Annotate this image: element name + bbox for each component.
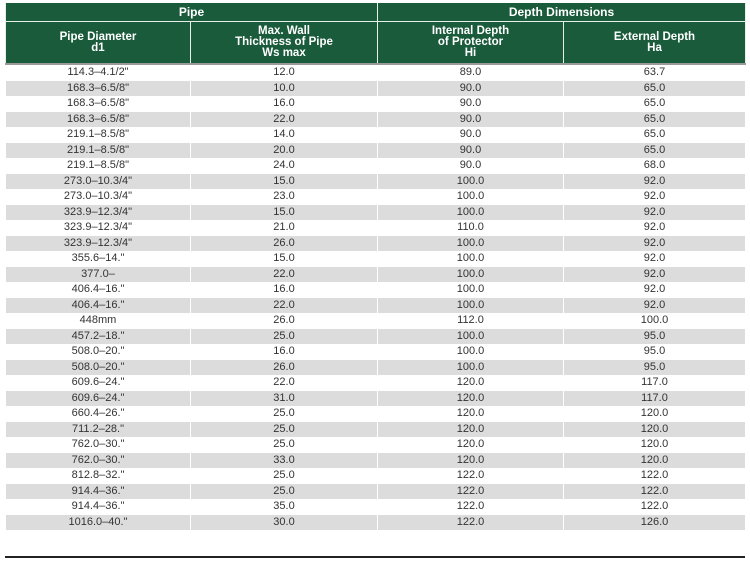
cell-max-wall-thickness: 26.0 <box>191 360 378 376</box>
cell-pipe-diameter: 508.0–20." <box>6 344 191 360</box>
cell-internal-depth: 100.0 <box>378 360 564 376</box>
cell-internal-depth: 122.0 <box>378 468 564 484</box>
cell-internal-depth: 120.0 <box>378 391 564 407</box>
cell-internal-depth: 100.0 <box>378 267 564 283</box>
table-row <box>6 205 746 221</box>
table-row <box>6 406 746 422</box>
cell-max-wall-thickness: 24.0 <box>191 158 378 174</box>
cell-max-wall-thickness: 35.0 <box>191 499 378 515</box>
table-row <box>6 298 746 314</box>
table-body <box>6 64 746 530</box>
group-header-row <box>6 3 746 22</box>
cell-external-depth: 92.0 <box>564 220 746 236</box>
cell-pipe-diameter: 168.3–6.5/8" <box>6 112 191 128</box>
cell-pipe-diameter: 219.1–8.5/8" <box>6 127 191 143</box>
cell-internal-depth: 122.0 <box>378 515 564 531</box>
cell-internal-depth: 120.0 <box>378 437 564 453</box>
table-row <box>6 499 746 515</box>
cell-max-wall-thickness: 16.0 <box>191 282 378 298</box>
cell-max-wall-thickness: 31.0 <box>191 391 378 407</box>
cell-max-wall-thickness: 22.0 <box>191 375 378 391</box>
cell-max-wall-thickness: 15.0 <box>191 174 378 190</box>
cell-max-wall-thickness: 22.0 <box>191 267 378 283</box>
header-line: Thickness of Pipe <box>235 36 333 48</box>
cell-external-depth: 95.0 <box>564 344 746 360</box>
cell-internal-depth: 90.0 <box>378 127 564 143</box>
cell-external-depth: 92.0 <box>564 251 746 267</box>
cell-max-wall-thickness: 25.0 <box>191 484 378 500</box>
cell-external-depth: 122.0 <box>564 468 746 484</box>
group-header-pipe: Pipe <box>6 3 378 22</box>
column-header-row <box>6 22 746 65</box>
cell-internal-depth: 122.0 <box>378 484 564 500</box>
cell-max-wall-thickness: 10.0 <box>191 81 378 97</box>
cell-internal-depth: 120.0 <box>378 453 564 469</box>
cell-internal-depth: 100.0 <box>378 329 564 345</box>
cell-pipe-diameter: 457.2–18." <box>6 329 191 345</box>
cell-pipe-diameter: 114.3–4.1/2" <box>6 64 191 81</box>
header-line: Hi <box>464 47 477 59</box>
table-row <box>6 189 746 205</box>
cell-pipe-diameter: 1016.0–40." <box>6 515 191 531</box>
header-line: Max. Wall <box>258 25 310 37</box>
cell-external-depth: 122.0 <box>564 499 746 515</box>
cell-pipe-diameter: 406.4–16." <box>6 298 191 314</box>
cell-external-depth: 120.0 <box>564 422 746 438</box>
table-row <box>6 158 746 174</box>
column-header-pipe-diameter <box>6 22 191 65</box>
cell-max-wall-thickness: 26.0 <box>191 236 378 252</box>
table-row <box>6 344 746 360</box>
cell-pipe-diameter: 273.0–10.3/4" <box>6 189 191 205</box>
cell-pipe-diameter: 273.0–10.3/4" <box>6 174 191 190</box>
cell-pipe-diameter: 762.0–30." <box>6 453 191 469</box>
cell-external-depth: 95.0 <box>564 360 746 376</box>
cell-pipe-diameter: 323.9–12.3/4" <box>6 220 191 236</box>
cell-internal-depth: 100.0 <box>378 282 564 298</box>
table-row <box>6 112 746 128</box>
cell-external-depth: 120.0 <box>564 406 746 422</box>
header-line: Ha <box>647 41 662 54</box>
table-row <box>6 313 746 329</box>
cell-pipe-diameter: 323.9–12.3/4" <box>6 205 191 221</box>
cell-external-depth: 117.0 <box>564 375 746 391</box>
cell-pipe-diameter: 168.3–6.5/8" <box>6 96 191 112</box>
cell-internal-depth: 90.0 <box>378 112 564 128</box>
table-row <box>6 64 746 81</box>
table-row <box>6 96 746 112</box>
table-row <box>6 422 746 438</box>
cell-internal-depth: 120.0 <box>378 406 564 422</box>
cell-pipe-diameter: 406.4–16." <box>6 282 191 298</box>
cell-external-depth: 117.0 <box>564 391 746 407</box>
cell-external-depth: 126.0 <box>564 515 746 531</box>
cell-pipe-diameter: 323.9–12.3/4" <box>6 236 191 252</box>
header-line: of Protector <box>437 36 504 48</box>
cell-external-depth: 65.0 <box>564 81 746 97</box>
cell-external-depth: 95.0 <box>564 329 746 345</box>
cell-max-wall-thickness: 22.0 <box>191 298 378 314</box>
table-row <box>6 127 746 143</box>
cell-pipe-diameter: 711.2–28." <box>6 422 191 438</box>
cell-internal-depth: 100.0 <box>378 174 564 190</box>
cell-pipe-diameter: 168.3–6.5/8" <box>6 81 191 97</box>
cell-max-wall-thickness: 23.0 <box>191 189 378 205</box>
cell-external-depth: 92.0 <box>564 298 746 314</box>
cell-external-depth: 120.0 <box>564 437 746 453</box>
cell-external-depth: 92.0 <box>564 189 746 205</box>
cell-pipe-diameter: 219.1–8.5/8" <box>6 143 191 159</box>
cell-external-depth: 65.0 <box>564 112 746 128</box>
table-row <box>6 375 746 391</box>
cell-external-depth: 120.0 <box>564 453 746 469</box>
table-row <box>6 251 746 267</box>
cell-max-wall-thickness: 15.0 <box>191 251 378 267</box>
cell-max-wall-thickness: 26.0 <box>191 313 378 329</box>
cell-internal-depth: 122.0 <box>378 499 564 515</box>
cell-pipe-diameter: 812.8–32." <box>6 468 191 484</box>
cell-internal-depth: 90.0 <box>378 158 564 174</box>
cell-external-depth: 92.0 <box>564 205 746 221</box>
cell-pipe-diameter: 762.0–30." <box>6 437 191 453</box>
header-line: Ws max <box>262 47 306 59</box>
group-header-depth-dimensions: Depth Dimensions <box>378 3 746 22</box>
table-row <box>6 468 746 484</box>
cell-pipe-diameter: 219.1–8.5/8" <box>6 158 191 174</box>
cell-external-depth: 92.0 <box>564 236 746 252</box>
cell-internal-depth: 100.0 <box>378 251 564 267</box>
cell-external-depth: 92.0 <box>564 282 746 298</box>
cell-max-wall-thickness: 30.0 <box>191 515 378 531</box>
pipe-protector-table-container <box>5 3 745 530</box>
table-row <box>6 484 746 500</box>
cell-pipe-diameter: 914.4–36." <box>6 484 191 500</box>
cell-external-depth: 65.0 <box>564 96 746 112</box>
table-row <box>6 81 746 97</box>
table-row <box>6 515 746 531</box>
cell-internal-depth: 90.0 <box>378 143 564 159</box>
column-header-max-wall-thickness <box>191 22 378 65</box>
table-row <box>6 220 746 236</box>
table-row <box>6 267 746 283</box>
cell-internal-depth: 100.0 <box>378 205 564 221</box>
table-header <box>6 3 746 64</box>
cell-external-depth: 68.0 <box>564 158 746 174</box>
cell-internal-depth: 100.0 <box>378 344 564 360</box>
cell-external-depth: 92.0 <box>564 174 746 190</box>
cell-max-wall-thickness: 21.0 <box>191 220 378 236</box>
cell-internal-depth: 89.0 <box>378 64 564 81</box>
cell-internal-depth: 120.0 <box>378 375 564 391</box>
table-row <box>6 236 746 252</box>
cell-max-wall-thickness: 25.0 <box>191 329 378 345</box>
cell-internal-depth: 90.0 <box>378 96 564 112</box>
cell-internal-depth: 110.0 <box>378 220 564 236</box>
cell-external-depth: 92.0 <box>564 267 746 283</box>
cell-internal-depth: 100.0 <box>378 236 564 252</box>
cell-external-depth: 65.0 <box>564 127 746 143</box>
column-header-external-depth <box>564 22 746 65</box>
cell-max-wall-thickness: 25.0 <box>191 422 378 438</box>
cell-pipe-diameter: 508.0–20." <box>6 360 191 376</box>
cell-external-depth: 122.0 <box>564 484 746 500</box>
cell-max-wall-thickness: 25.0 <box>191 406 378 422</box>
column-header-internal-depth <box>378 22 564 65</box>
header-line: Internal Depth <box>431 25 510 37</box>
cell-pipe-diameter: 609.6–24." <box>6 375 191 391</box>
cell-max-wall-thickness: 16.0 <box>191 344 378 360</box>
table-row <box>6 360 746 376</box>
cell-max-wall-thickness: 16.0 <box>191 96 378 112</box>
cell-external-depth: 100.0 <box>564 313 746 329</box>
cell-pipe-diameter: 377.0– <box>6 267 191 283</box>
cell-max-wall-thickness: 33.0 <box>191 453 378 469</box>
table-row <box>6 437 746 453</box>
cell-external-depth: 63.7 <box>564 64 746 81</box>
header-line: Pipe Diameter <box>59 30 137 43</box>
cell-max-wall-thickness: 14.0 <box>191 127 378 143</box>
table-row <box>6 174 746 190</box>
table-row <box>6 282 746 298</box>
cell-max-wall-thickness: 12.0 <box>191 64 378 81</box>
cell-internal-depth: 90.0 <box>378 81 564 97</box>
table-row <box>6 453 746 469</box>
cell-internal-depth: 112.0 <box>378 313 564 329</box>
header-line: d1 <box>91 41 105 54</box>
cell-external-depth: 65.0 <box>564 143 746 159</box>
cell-internal-depth: 100.0 <box>378 189 564 205</box>
table-bottom-rule <box>5 556 745 558</box>
table-row <box>6 329 746 345</box>
pipe-protector-table <box>5 3 746 530</box>
cell-pipe-diameter: 660.4–26." <box>6 406 191 422</box>
cell-pipe-diameter: 448mm <box>6 313 191 329</box>
cell-max-wall-thickness: 25.0 <box>191 437 378 453</box>
cell-pipe-diameter: 355.6–14." <box>6 251 191 267</box>
cell-max-wall-thickness: 20.0 <box>191 143 378 159</box>
cell-pipe-diameter: 609.6–24." <box>6 391 191 407</box>
cell-pipe-diameter: 914.4–36." <box>6 499 191 515</box>
header-line: External Depth <box>613 30 696 43</box>
table-row <box>6 143 746 159</box>
cell-internal-depth: 120.0 <box>378 422 564 438</box>
cell-max-wall-thickness: 15.0 <box>191 205 378 221</box>
table-row <box>6 391 746 407</box>
cell-internal-depth: 100.0 <box>378 298 564 314</box>
cell-max-wall-thickness: 22.0 <box>191 112 378 128</box>
cell-max-wall-thickness: 25.0 <box>191 468 378 484</box>
